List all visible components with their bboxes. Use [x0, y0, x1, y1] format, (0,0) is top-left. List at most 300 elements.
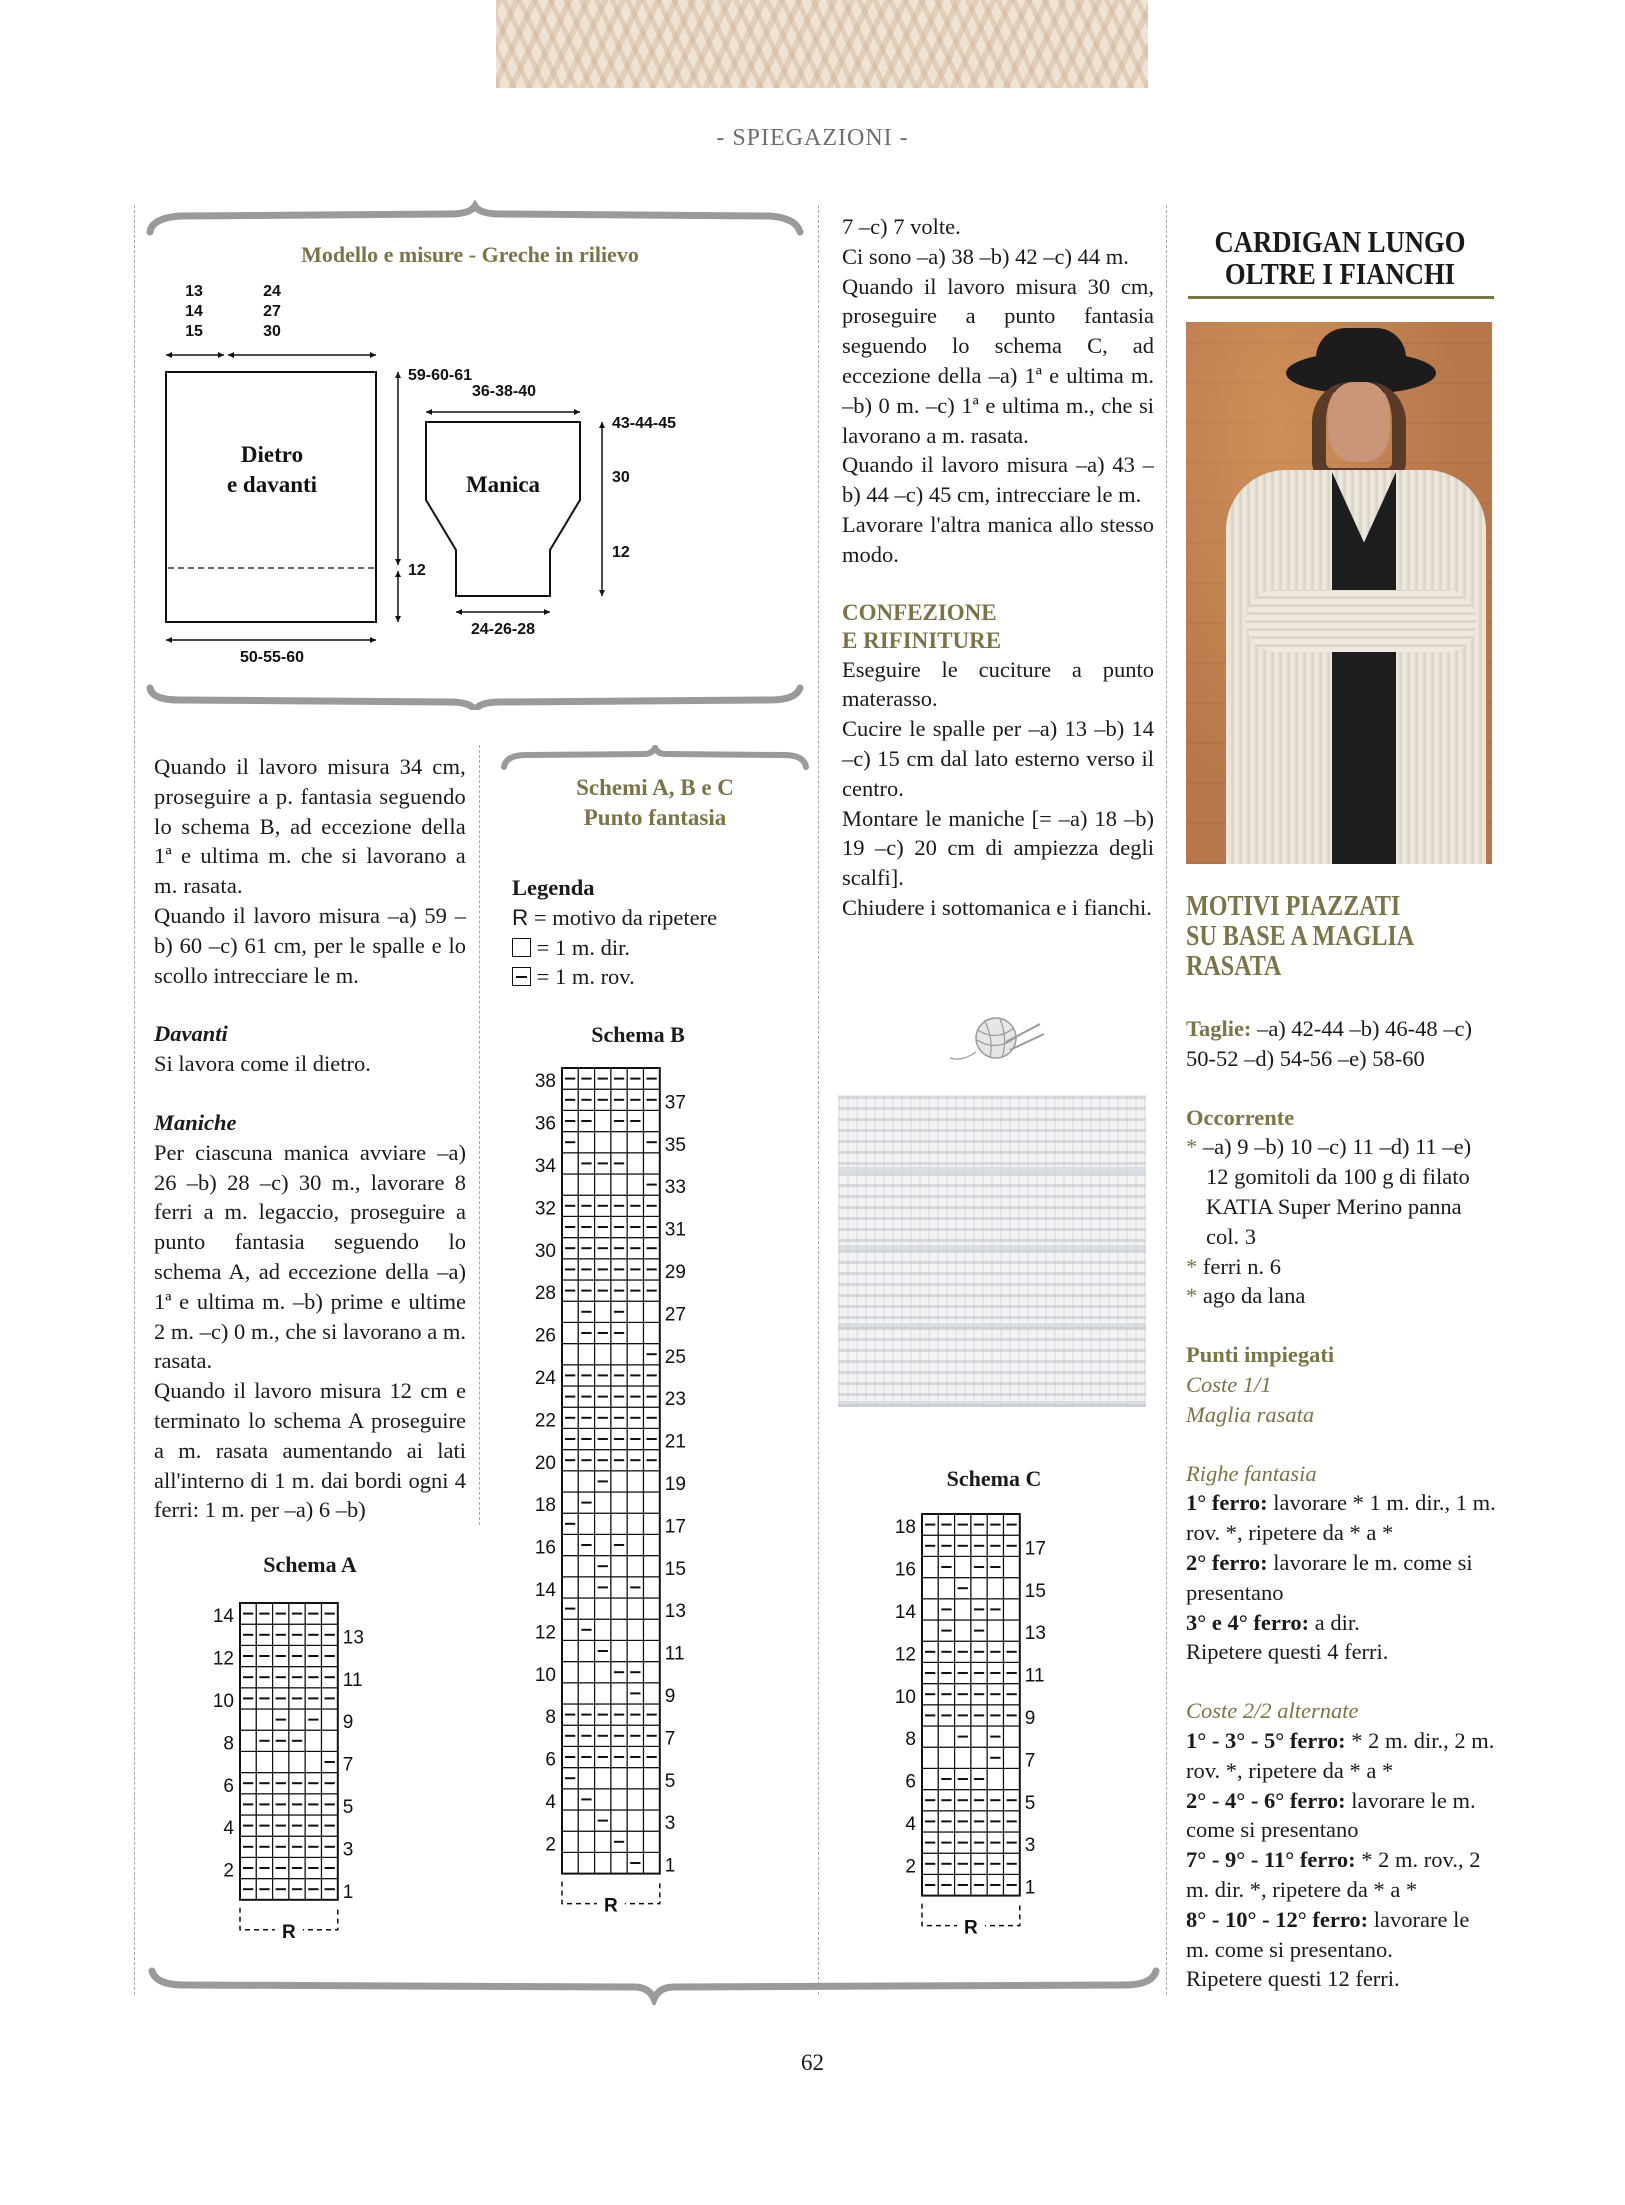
col3-paragraph-5: Lavorare l'altra manica allo stesso modo.: [842, 511, 1154, 567]
row-number-label: 6: [905, 1771, 916, 1793]
neck-size-2: 27: [263, 303, 281, 320]
legend-r-symbol: R: [512, 904, 529, 930]
sidebar-title-2: OLTRE I FIANCHI: [1224, 256, 1456, 291]
coste-row-3: 7° - 9° - 11° ferro: * 2 m. rov., 2 m. dir. *, ripetere da * a *: [1186, 1847, 1481, 1902]
col3-paragraph-1: 7 –c) 7 volte.: [842, 214, 961, 239]
coste-row-4: 8° - 10° - 12° ferro: lavorare le m. come si presentano.: [1186, 1906, 1470, 1962]
sleeve-mid-label: 30: [612, 469, 630, 486]
row-number-label: 15: [664, 1558, 686, 1580]
chart-cell: [595, 1619, 611, 1640]
chart-cell: [578, 1577, 594, 1598]
chart-cell: [627, 1174, 643, 1195]
sidebar-subtitle-1: MOTIVI PIAZZATI: [1186, 891, 1401, 922]
chart-cell: [578, 1513, 594, 1534]
taglie: Taglie: –a) 42-44 –b) 46-48 –c) 50-52 –d) 54-56 –e) 58-60: [1186, 1016, 1472, 1071]
schema-a-chart: [200, 1585, 440, 1955]
chart-cell: [562, 1810, 578, 1831]
model-hair: [1312, 382, 1406, 482]
legend: [512, 873, 812, 992]
occorrente-item-2: * ferri n. 6: [1186, 1253, 1281, 1279]
occorrente-heading: Occorrente: [1186, 1104, 1295, 1130]
chart-cell: [922, 1726, 938, 1747]
measurements-diagram: [140, 200, 810, 710]
chart-cell: [1004, 1726, 1020, 1747]
chart-cell: [562, 1471, 578, 1492]
row-number-label: 13: [664, 1601, 686, 1623]
legend-bracket: [496, 745, 814, 771]
sleeve-top-label: 36-38-40: [471, 383, 537, 400]
row-number-label: 11: [664, 1643, 685, 1665]
row-number-label: 7: [664, 1728, 676, 1750]
chart-cell: [578, 1471, 594, 1492]
row-number-label: 14: [534, 1580, 556, 1601]
chart-cell: [595, 1852, 611, 1873]
chart-cell: [611, 1471, 627, 1492]
chart-cell: [611, 1344, 627, 1365]
chart-cell: [562, 1322, 578, 1343]
chart-cell: [562, 1619, 578, 1640]
sidebar-details: [1186, 1014, 1498, 1994]
confezione-paragraph-1: Eseguire le cuciture a punto materasso.: [842, 656, 1154, 712]
col1-paragraph-1: Quando il lavoro misura 34 cm, proseguire a p. fantasia seguendo lo schema B, ad eccezione della 1ª e ultima m. che si lavorano a m. rasata.: [154, 754, 466, 899]
column-3-text: [842, 212, 1154, 923]
row-number-label: 27: [664, 1304, 686, 1326]
chart-cell: [938, 1747, 954, 1768]
repeat-label: R: [604, 1895, 618, 1917]
chart-cell: [644, 1640, 660, 1661]
column-divider-1: [479, 745, 480, 1525]
chart-cell: [955, 1620, 971, 1641]
chart-cell: [595, 1768, 611, 1789]
chart-cell: [627, 1534, 643, 1555]
row-number-label: 11: [1024, 1665, 1045, 1687]
coste-repeat: Ripetere questi 12 ferri.: [1186, 1966, 1400, 1992]
chart-cell: [562, 1662, 578, 1683]
row-number-label: 12: [212, 1648, 234, 1670]
row-number-label: 8: [545, 1707, 556, 1729]
row-number-label: 36: [534, 1113, 556, 1135]
chart-cell: [322, 1730, 338, 1751]
shoulder-size-2: 14: [185, 303, 203, 320]
row-number-label: 1: [1024, 1877, 1036, 1899]
row-number-label: 7: [1024, 1750, 1036, 1772]
chart-cell: [922, 1768, 938, 1789]
righe-row-1: 1° ferro: lavorare * 1 m. dir., 1 m. rov. *, ripetere da * a *: [1186, 1490, 1496, 1546]
chart-cell: [595, 1789, 611, 1810]
schema-a-title: Schema A: [263, 1552, 357, 1577]
chart-cell: [644, 1322, 660, 1343]
maniche-paragraph-1: Per ciascuna manica avviare –a) 26 –b) 28 –c) 30 m., lavorare 8 ferri a m. legaccio, proseguire a punto fantasia seguendo lo schema A, ad eccezione della –a) 1ª e ultima m. –b) prime e ultime 2 m. –c) 0 m., che si lavorano a m. rasata.: [154, 1139, 466, 1374]
chart-cell: [578, 1132, 594, 1153]
chart-cell: [595, 1492, 611, 1513]
chart-cell: [611, 1132, 627, 1153]
chart-cell: [644, 1301, 660, 1322]
column-divider-left: [134, 205, 135, 1995]
chart-cell: [644, 1810, 660, 1831]
chart-cell: [644, 1662, 660, 1683]
page-number: 62: [801, 2050, 824, 2075]
chart-cell: [971, 1747, 987, 1768]
diagram-bottom-bracket: [150, 688, 800, 710]
chart-cell: [611, 1640, 627, 1661]
chart-cell: [627, 1344, 643, 1365]
row-number-label: 9: [342, 1712, 354, 1734]
row-number-label: 37: [664, 1092, 686, 1114]
chart-cell: [627, 1556, 643, 1577]
row-number-label: 10: [212, 1691, 234, 1712]
row-number-label: 20: [534, 1452, 556, 1474]
row-number-label: 26: [534, 1325, 556, 1347]
column-divider-2: [818, 205, 819, 1995]
legend-knit-entry: = 1 m. dir.: [512, 933, 812, 963]
row-number-label: 16: [894, 1559, 916, 1581]
chart-cell: [595, 1598, 611, 1619]
chart-cell: [578, 1598, 594, 1619]
occorrente-item-3: * ago da lana: [1186, 1283, 1306, 1309]
chart-cell: [578, 1683, 594, 1704]
chart-cell: [644, 1492, 660, 1513]
confezione-paragraph-2: Cucire le spalle per –a) 13 –b) 14 –c) 15 cm dal lato esterno verso il centro.: [842, 716, 1154, 801]
row-number-label: 6: [223, 1775, 234, 1797]
chart-cell: [611, 1789, 627, 1810]
chart-cell: [611, 1810, 627, 1831]
confezione-paragraph-4: Chiudere i sottomanica e i fianchi.: [842, 894, 1152, 920]
chart-cell: [955, 1747, 971, 1768]
neck-size-3: 30: [263, 323, 281, 340]
chart-cell: [256, 1751, 272, 1772]
chart-cell: [627, 1492, 643, 1513]
chart-cell: [611, 1174, 627, 1195]
row-number-label: 10: [534, 1664, 556, 1686]
row-number-label: 32: [534, 1198, 556, 1220]
chart-cell: [562, 1534, 578, 1555]
shoulder-size-3: 15: [185, 323, 203, 340]
row-number-label: 3: [1024, 1835, 1036, 1857]
chart-cell: [595, 1513, 611, 1534]
sleeve-total-label: 43-44-45: [612, 415, 677, 432]
chart-cell: [595, 1132, 611, 1153]
yarn-ball-icon: [944, 1012, 1054, 1072]
chart-cell: [627, 1831, 643, 1852]
chart-cell: [562, 1301, 578, 1322]
row-number-label: 15: [1024, 1580, 1046, 1602]
knit-stitch-symbol: [512, 938, 531, 957]
chart-cell: [595, 1683, 611, 1704]
righe-heading: Righe fantasia: [1186, 1460, 1317, 1486]
row-number-label: 9: [664, 1686, 676, 1707]
confezione-heading-2: E RIFINITURE: [842, 627, 1002, 653]
row-number-label: 33: [664, 1177, 686, 1199]
chart-cell: [578, 1556, 594, 1577]
row-number-label: 12: [534, 1622, 556, 1644]
row-number-label: 7: [342, 1754, 354, 1776]
chart-cell: [627, 1768, 643, 1789]
chart-cell: [562, 1852, 578, 1873]
punti-heading: Punti impiegati: [1186, 1342, 1335, 1368]
section-header: - SPIEGAZIONI -: [716, 125, 909, 151]
chart-cell: [627, 1322, 643, 1343]
chart-cell: [955, 1556, 971, 1577]
row-number-label: 22: [534, 1410, 556, 1432]
chart-cell: [644, 1153, 660, 1174]
row-number-label: 6: [545, 1749, 556, 1771]
body-width-label: 50-55-60: [239, 649, 305, 666]
chart-cell: [578, 1852, 594, 1873]
chart-cell: [595, 1301, 611, 1322]
chart-cell: [644, 1577, 660, 1598]
chart-cell: [627, 1301, 643, 1322]
chart-cell: [562, 1556, 578, 1577]
row-number-label: 5: [664, 1770, 676, 1792]
righe-row-2: 2° ferro: lavorare le m. come si presentano: [1186, 1549, 1473, 1605]
row-number-label: 2: [545, 1834, 556, 1856]
chart-cell: [562, 1344, 578, 1365]
chart-cell: [273, 1751, 289, 1772]
chart-cell: [578, 1810, 594, 1831]
col3-paragraph-4: Quando il lavoro misura –a) 43 –b) 44 –c) 45 cm, intrecciare le m.: [842, 452, 1154, 508]
row-number-label: 3: [342, 1839, 354, 1861]
row-number-label: 17: [1024, 1538, 1046, 1560]
chart-cell: [955, 1599, 971, 1620]
chart-cell: [611, 1768, 627, 1789]
chart-cell: [644, 1534, 660, 1555]
chart-cell: [644, 1831, 660, 1852]
righe-row-3: 3° e 4° ferro: a dir.: [1186, 1609, 1360, 1635]
chart-cell: [289, 1751, 305, 1772]
row-number-label: 14: [212, 1606, 234, 1628]
row-number-label: 24: [534, 1368, 556, 1389]
chart-cell: [578, 1640, 594, 1661]
chart-cell: [611, 1577, 627, 1598]
coste-row-1: 1° - 3° - 5° ferro: * 2 m. dir., 2 m. rov. *, ripetere da * a *: [1186, 1727, 1495, 1783]
chart-cell: [627, 1153, 643, 1174]
sleeve-bottom-label: 24-26-28: [470, 621, 536, 638]
chart-cell: [644, 1789, 660, 1810]
chart-cell: [644, 1513, 660, 1534]
chart-cell: [922, 1747, 938, 1768]
confezione-heading-1: CONFEZIONE: [842, 599, 997, 625]
chart-cell: [322, 1709, 338, 1730]
chart-cell: [240, 1730, 256, 1751]
row-number-label: 35: [664, 1134, 686, 1156]
chart-cell: [644, 1619, 660, 1640]
repeat-label: R: [964, 1917, 978, 1939]
chart-cell: [627, 1640, 643, 1661]
chart-cell: [595, 1662, 611, 1683]
chart-cell: [922, 1556, 938, 1577]
chart-cell: [562, 1577, 578, 1598]
legend-title-2: Punto fantasia: [583, 805, 727, 830]
chart-cell: [627, 1619, 643, 1640]
row-number-label: 3: [664, 1813, 676, 1835]
row-number-label: 34: [534, 1156, 556, 1177]
chart-cell: [595, 1174, 611, 1195]
chart-cell: [627, 1810, 643, 1831]
schema-b-chart: [522, 1050, 782, 1960]
chart-cell: [611, 1598, 627, 1619]
chart-cell: [922, 1599, 938, 1620]
repeat-label: R: [282, 1921, 296, 1943]
schema-c-title: Schema C: [946, 1466, 1042, 1491]
chart-cell: [578, 1174, 594, 1195]
row-number-label: 1: [664, 1855, 676, 1877]
sidebar-title-1: CARDIGAN LUNGO: [1214, 224, 1466, 259]
chart-cell: [595, 1110, 611, 1131]
chart-cell: [240, 1751, 256, 1772]
row-number-label: 13: [342, 1627, 364, 1649]
sidebar-subtitle-3: RASATA: [1186, 951, 1282, 982]
chart-cell: [611, 1492, 627, 1513]
chart-cell: [971, 1578, 987, 1599]
chart-cell: [562, 1153, 578, 1174]
chart-cell: [595, 1344, 611, 1365]
chart-cell: [644, 1768, 660, 1789]
sidebar-subtitle-2: SU BASE A MAGLIA: [1186, 921, 1415, 952]
coste-heading: Coste 2/2 alternate: [1186, 1698, 1359, 1724]
chart-cell: [611, 1852, 627, 1873]
row-number-label: 18: [894, 1517, 916, 1539]
row-number-label: 13: [1024, 1623, 1046, 1645]
row-number-label: 19: [664, 1474, 686, 1495]
body-height-label: 59-60-61: [408, 367, 473, 384]
header-yarn-texture: [496, 0, 1148, 88]
row-number-label: 17: [664, 1516, 686, 1538]
sleeve-piece: [426, 422, 580, 596]
legend-repeat-entry: R = motivo da ripetere: [512, 904, 718, 930]
chart-cell: [611, 1683, 627, 1704]
chart-cell: [305, 1730, 321, 1751]
body-piece: [166, 372, 376, 622]
chart-cell: [644, 1110, 660, 1131]
row-number-label: 16: [534, 1537, 556, 1559]
occorrente-item-1: * –a) 9 –b) 10 –c) 11 –d) 11 –e) 12 gomitoli da 100 g di filato KATIA Super Merino panna col. 3: [1186, 1134, 1472, 1249]
row-number-label: 25: [664, 1346, 686, 1368]
chart-cell: [938, 1726, 954, 1747]
chart-cell: [1004, 1578, 1020, 1599]
righe-repeat: Ripetere questi 4 ferri.: [1186, 1639, 1389, 1665]
row-number-label: 8: [905, 1729, 916, 1751]
row-number-label: 5: [342, 1797, 354, 1818]
knit-swatch-photo: [838, 1095, 1146, 1407]
purl-stitch-symbol: [512, 967, 531, 986]
chart-cell: [938, 1578, 954, 1599]
chart-cell: [578, 1662, 594, 1683]
neck-size-1: 24: [263, 283, 281, 300]
model-hat-crown: [1316, 328, 1406, 368]
chart-cell: [578, 1768, 594, 1789]
model-arms: [1246, 590, 1476, 652]
column-1-text: [154, 752, 466, 1525]
chart-cell: [595, 1534, 611, 1555]
row-number-label: 2: [905, 1856, 916, 1878]
row-number-label: 1: [342, 1881, 354, 1903]
diagram-top-bracket: [150, 206, 800, 232]
legend-heading: Legenda: [512, 875, 595, 900]
chart-cell: [627, 1513, 643, 1534]
sidebar-title-rule: [1188, 296, 1494, 299]
punti-item-1: Coste 1/1: [1186, 1371, 1272, 1397]
col3-paragraph-2: Ci sono –a) 38 –b) 42 –c) 44 m.: [842, 243, 1129, 269]
davanti-text: Si lavora come il dietro.: [154, 1051, 371, 1077]
row-number-label: 10: [894, 1686, 916, 1708]
row-number-label: 14: [894, 1602, 916, 1623]
row-number-label: 30: [534, 1240, 556, 1262]
chart-cell: [987, 1768, 1003, 1789]
chart-cell: [1004, 1768, 1020, 1789]
row-number-label: 4: [545, 1792, 556, 1813]
row-number-label: 18: [534, 1495, 556, 1517]
chart-cell: [1004, 1556, 1020, 1577]
row-number-label: 28: [534, 1283, 556, 1305]
chart-cell: [644, 1471, 660, 1492]
row-number-label: 29: [664, 1262, 686, 1283]
diagram-title: Modello e misure - Greche in rilievo: [301, 242, 639, 267]
body-label-1: Dietro: [240, 442, 304, 467]
row-number-label: 4: [223, 1818, 234, 1840]
chart-cell: [1004, 1599, 1020, 1620]
chart-cell: [644, 1852, 660, 1873]
legend-purl-entry: = 1 m. rov.: [512, 962, 812, 992]
bottom-bracket: [144, 1965, 1164, 2005]
row-number-label: 23: [664, 1389, 686, 1411]
legend-title-1: Schemi A, B e C: [576, 775, 734, 800]
chart-cell: [305, 1751, 321, 1772]
chart-cell: [644, 1556, 660, 1577]
chart-cell: [562, 1174, 578, 1195]
chart-cell: [562, 1789, 578, 1810]
maniche-paragraph-2: Quando il lavoro misura 12 cm e terminato lo schema A proseguire a m. rasata aumentando ai lati all'interno di 1 m. dai bordi ogni 4 ferri: 1 m. per –a) 6 –b): [154, 1378, 466, 1523]
chart-cell: [256, 1709, 272, 1730]
sleeve-cuff-label: 12: [612, 544, 630, 561]
row-number-label: 2: [223, 1860, 234, 1882]
chart-cell: [1004, 1747, 1020, 1768]
model-photo: [1186, 322, 1492, 864]
col1-paragraph-2: Quando il lavoro misura –a) 59 –b) 60 –c) 61 cm, per le spalle e lo scollo intrecciare le m.: [154, 902, 466, 988]
chart-cell: [987, 1620, 1003, 1641]
row-number-label: 12: [894, 1644, 916, 1666]
punti-item-2: Maglia rasata: [1186, 1401, 1315, 1427]
body-label-2: e davanti: [226, 472, 318, 497]
chart-cell: [987, 1578, 1003, 1599]
shoulder-size-1: 13: [185, 283, 203, 300]
row-number-label: 8: [223, 1733, 234, 1755]
row-number-label: 4: [905, 1814, 916, 1835]
chart-cell: [627, 1132, 643, 1153]
chart-cell: [578, 1831, 594, 1852]
chart-cell: [611, 1556, 627, 1577]
chart-cell: [627, 1471, 643, 1492]
body-rib-label: 12: [408, 562, 426, 579]
column-divider-3: [1166, 205, 1167, 1995]
chart-cell: [611, 1619, 627, 1640]
schema-b-title: Schema B: [591, 1022, 685, 1047]
chart-cell: [562, 1831, 578, 1852]
row-number-label: 38: [534, 1071, 556, 1093]
coste-row-2: 2° - 4° - 6° ferro: lavorare le m. come si presentano: [1186, 1787, 1476, 1843]
chart-cell: [562, 1492, 578, 1513]
chart-cell: [971, 1726, 987, 1747]
row-number-label: 5: [1024, 1792, 1036, 1814]
chart-cell: [644, 1683, 660, 1704]
chart-cell: [562, 1640, 578, 1661]
row-number-label: 31: [664, 1219, 686, 1241]
chart-cell: [644, 1598, 660, 1619]
chart-cell: [1004, 1620, 1020, 1641]
chart-cell: [627, 1598, 643, 1619]
row-number-label: 9: [1024, 1708, 1036, 1729]
row-number-label: 21: [664, 1431, 686, 1453]
confezione-paragraph-3: Montare le maniche [= –a) 18 –b) 19 –c) 20 cm di ampiezza degli scalfi].: [842, 805, 1154, 891]
